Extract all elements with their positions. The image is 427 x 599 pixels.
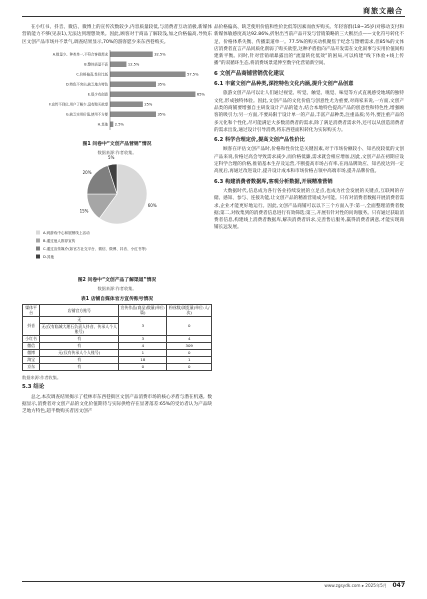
bar-value-label: 2.5% [114, 122, 124, 127]
page-header [0, 0, 427, 22]
intro-paragraph: 在小红书、抖音、微信、微博上的宣传次数较少,内容质量较低,与消费者互动消极,新媒体营销能力不够(见表1),无法达到理想效果。因此,顾客对于商品了解较浅,加之价格偏高,导致东区文创产品市场并不景气,调查结果显示,70%的游客愿少来东西巷购买。 [22, 25, 212, 45]
table-cell: 0 [167, 363, 212, 370]
table-cell: 无(仅有传承人个人账号) [40, 349, 119, 356]
table-row [23, 349, 212, 356]
figure-1-source: 数据来源:作者收集。 [97, 150, 137, 156]
bar [110, 51, 153, 57]
legend-label: D.其他 [43, 254, 55, 259]
bar [110, 71, 186, 77]
bar-value-label: 25% [144, 102, 153, 107]
section-6-2-heading: 6.2 科学合理定价,提高文创产品性价比 [214, 137, 305, 144]
paragraph-6-3: 大数据时代,信息成为各行各业持续发展的立足点,也成为社会发展的关键点,互联网的存储、感知、参与、连接功能,让文创产品的精准营销成为可能。只有对消费者数据开展消费者需求,企业才能更好地运行。因此,文创产品商铺可以以下三个方面入手:第一,全面整理消费者数据;第二,对收集到的消费者信息进行有效筛选;第三,开展有针对性的问询服务。只有通过获取消费者信息,构建线上消费者数据库,解决消费者诉求,完善售后服务,赢得消费者满意,才能实现商铺长远发展。 [214, 188, 404, 231]
bar-category-label: C.价格偏高,性价比低 [76, 72, 108, 77]
table-1-source: 数据来源:作者收集。 [22, 374, 62, 380]
bar-category-label: D.特色不突出,缺乏地方特色 [65, 82, 108, 87]
left-column [22, 24, 212, 415]
table-row [23, 316, 212, 323]
figure-2-source: 数据来源:作者收集。 [97, 286, 137, 292]
table-row [23, 356, 212, 363]
section-6-heading: 6 文创产品商铺营销优化建议 [214, 70, 285, 77]
table-cell: 微信 [23, 342, 40, 349]
section-title: 商旅文融合 [363, 7, 403, 15]
bar-category-label: G.缺乏实用价值,使用不方便 [65, 112, 108, 117]
bar [110, 101, 143, 107]
table-row [23, 335, 212, 342]
table-header: 店铺官方账号 [40, 304, 119, 316]
table-row [23, 363, 212, 370]
table-cell: 有 [40, 335, 119, 342]
table-cell: 4 [119, 342, 167, 349]
table-cell: 1 [119, 349, 167, 356]
legend-swatch [36, 230, 40, 234]
bar [110, 111, 156, 117]
footer-url-text: www.zgsydk.com [324, 583, 361, 588]
footer-issue: 2025年5月 [365, 583, 387, 588]
figure-1-bar-chart [22, 46, 212, 136]
bar-value-label: 32.5% [154, 52, 166, 57]
table-cell: 无 [40, 316, 119, 323]
page-footer [22, 581, 405, 591]
pie-slice-label: 15% [79, 208, 89, 214]
section-5-3-heading: 5.3 结论 [22, 384, 45, 391]
pie-slice-label: 20% [82, 169, 92, 175]
footer-url: www.zgsydk.com ▸ 2025年5月 [324, 583, 387, 588]
section-6-1-heading: 6.1 丰富文创产品种类,深挖特色文化内涵,提升文创产品创意 [214, 81, 354, 88]
bar-value-label: 12.5% [127, 62, 140, 67]
legend-swatch [36, 246, 40, 250]
bar-category-label: H.其他 [97, 122, 108, 127]
bar [110, 81, 156, 87]
table-cell: 0 [167, 349, 212, 356]
table-header: 宣传作品(商品)数量(单位:篇) [120, 305, 166, 316]
legend-label: B.通过他人推荐宣传 [43, 238, 76, 243]
legend-label: A.到游戏中心和展销线上活动 [43, 230, 90, 235]
table-cell: 3 [119, 335, 167, 342]
table-cell: 微博 [23, 349, 40, 356]
paragraph-6-2: 顾客在评估文创产品时,价格和性价比是关键因素,对于市场份额较小、知名度较低的文创产品来说,价格过高会导致需求减少,而价格低廉,需求就会相应增加,因此,文创产品在初期应设定科学合理的价格,推销基本生存及运营,不断提高市场占有率,在再品牌效应、知名度达到一定高度后,再通过改进设计,提升设计成本和市场价格占领中高端市场,提升品牌价值。 [214, 147, 404, 175]
table-row [23, 342, 212, 349]
figure-2-caption: 图2 问卷中“文创产品了解渠道”情况 [77, 278, 157, 284]
table-cell: 3 [119, 316, 167, 335]
bar [110, 91, 195, 97]
bar [110, 121, 113, 127]
table-cell: 淘宝 [23, 356, 40, 363]
table-cell: 有 [40, 342, 119, 349]
table-cell: 无(仅有临城大理石负责人抖音、传承人个人账号) [41, 324, 117, 335]
bar-category-label: B.整体质量不高 [84, 62, 108, 67]
bar [110, 61, 126, 67]
table-cell: 有 [40, 356, 119, 363]
table-cell: 抖音 [23, 316, 40, 335]
table-cell: 0 [119, 363, 167, 370]
legend-swatch [36, 238, 40, 242]
table-cell: 18 [119, 356, 167, 363]
footer-rule [22, 581, 405, 582]
continued-paragraph: 品价格偏高、缺乏使用价值和性价比低等因素而放弃购买。年轻客群(18~35岁)对移动支付和新媒体敏感度高达92.86%,折射出当前产品开发与营销策略的三大断层点——文化符号转化不足、价格体系失衡、传播渠道单一。77.5%的购买动机聚焦于纪念与馈赠需求,但85%的文体店消费者直言产品同质化削弱了购买欲望,这种矛盾指向产品开发需在文化叙事与实用价值间构建新平衡。同时,针对营销端暴露出的“流量转化低效”的困局,可以构建“线下体验+线上传播”的双循环生态,将消费场景延伸至数字化营销新空间。 [214, 25, 404, 67]
bar-value-label: 65% [196, 92, 205, 97]
table-1 [22, 304, 212, 371]
page-number: 047 [392, 582, 405, 589]
legend-label: C.通过宣传媒介(如官方社交平台、微信、微博、抖音、小红书等) [43, 246, 147, 251]
table-cell: 有 [40, 363, 119, 370]
table-cell: 小红书 [23, 335, 40, 342]
bar-value-label: 35% [157, 112, 166, 117]
table-header: 媒体平台 [23, 304, 40, 316]
legend-swatch [36, 254, 40, 258]
right-column [214, 24, 404, 232]
table-cell: 4 [167, 335, 212, 342]
header-rule [22, 16, 405, 17]
pie-slice-label: 5% [108, 154, 115, 160]
paragraph-6-1: 旅游文创产品可以让人们通过视觉、听觉、触觉、嗅觉、味觉等方式直观感受地域的独特文化,形成独特体验。因此,文创产品的文化价值与创意性尤为重要,对商家来说,一方面,文创产品类的商铺要增强自主研发设计产品的能力,结合本地特色提高产品的创意性和特色性,增强顾客的吸引力;另一方面,不要局限于设计单一的产品,丰富产品种类,注重品质;另外,要注重产品的多元化和个性化,尽可能满足大多数消费者的需求,除了满足消费者需求外,还可以从创造消费者的需求出发,通过设计引导消费,将东西巷面积转化为实际购买力。 [214, 91, 404, 133]
table-cell: 京东 [23, 363, 40, 370]
bar-value-label: 57.5% [187, 72, 199, 77]
table-cell: 1 [167, 356, 212, 363]
bar-category-label: E.很少有创意 [87, 92, 108, 97]
bar-value-label: 35% [157, 82, 166, 87]
table-1-caption: 表1 店铺自媒体官方宣传账号情况 [80, 296, 154, 302]
conclusion-paragraph: 总之,本次调查结果揭示了桂林市东西巷街区文创产品消费市场的核心矛盾与潜在机遇。数据显示,消费者对文创产品的文化价值期待与实际供给存在显著落差:65%的受访者认为产品缺乏地方特色,超半数购买者因文创产 [22, 394, 212, 415]
table-cell: 0 [167, 316, 212, 335]
bar-category-label: F.宣传不到位,用户了解少,没有购买欲望 [49, 102, 108, 107]
table-header: 粉丝数/浏览量(单位:人/次) [167, 304, 212, 316]
section-6-3-heading: 6.3 构建消费者数据库,客观分析数据,开展精准营销 [214, 178, 333, 185]
bar-category-label: A.数量少、种类单一,不符合客群需求 [52, 52, 108, 57]
pie-slice-label: 60% [147, 202, 157, 208]
table-cell: 309 [167, 342, 212, 349]
figure-1-caption: 图1 问卷中“文创产品营销”情况 [82, 142, 152, 148]
figure-2-pie-chart [22, 154, 212, 272]
